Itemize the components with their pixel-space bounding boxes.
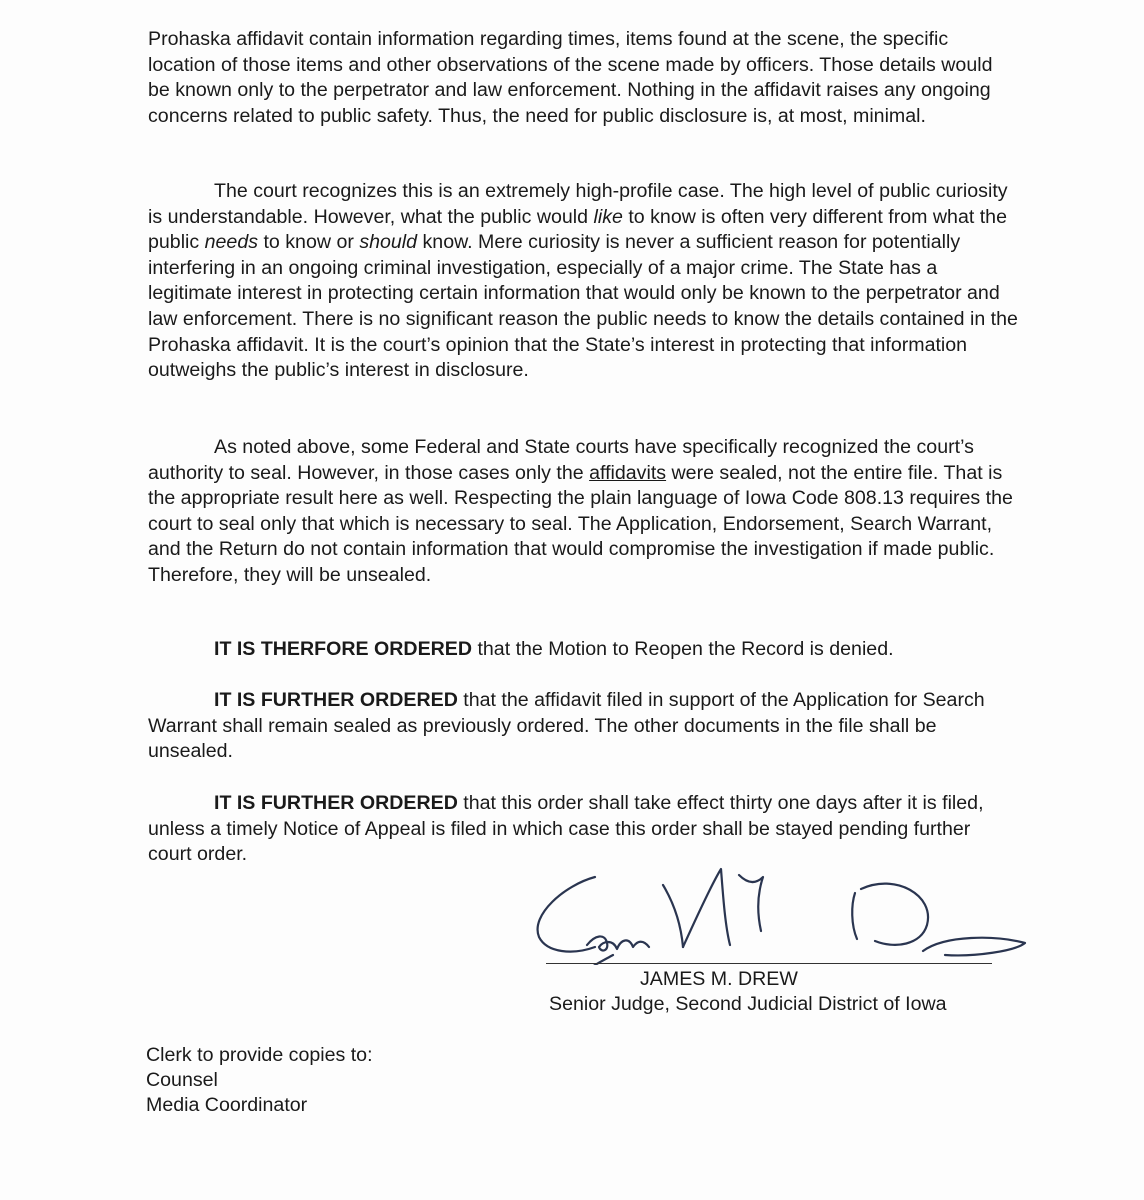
paragraph-text: The court recognizes this is an extremely high-profile case. The high level of public curiosity is understandable. However, what the public would bbox=[148, 180, 1008, 228]
paragraph-text: to know is often very different from what the public bbox=[148, 205, 1007, 254]
judge-name: JAMES M. DREW bbox=[640, 968, 798, 990]
signature-stroke bbox=[683, 869, 730, 947]
signature-stroke bbox=[739, 875, 763, 931]
emphasis-should: should bbox=[359, 231, 418, 254]
clerk-heading: Clerk to provide copies to: bbox=[146, 1044, 373, 1066]
paragraph-text: to know or bbox=[258, 231, 360, 254]
emphasis-like: like bbox=[593, 205, 623, 228]
clerk-distribution bbox=[146, 1043, 373, 1118]
signature-stroke bbox=[923, 938, 1025, 956]
paragraph-text: know. Mere curiosity is never a sufficient reason for potentially interfering in an ongoing criminal investigation, especially of a major crime. The State has a legitimate interest in protecting certain information that would only be known to the perpetrator and law enforcement. There is no significant reason the public needs to know the details contained in the Prohaska affidavit. It is the court’s opinion that the State’s interest in protecting that information outweighs the public’s interest in disclosure. bbox=[148, 231, 1018, 382]
paragraph-high-profile-case bbox=[148, 179, 1018, 384]
paragraph-text: As noted above, some Federal and State courts have specifically recognized the court’s authority to seal. However, in those cases only the bbox=[148, 436, 974, 484]
order-text: that the Motion to Reopen the Record is denied. bbox=[472, 638, 894, 660]
order-text: that the affidavit filed in support of the Application for Search Warrant shall remain sealed as previously ordered. The other documents in the file shall be unsealed. bbox=[148, 689, 985, 763]
signature-stroke bbox=[663, 885, 683, 947]
order-text: that this order shall take effect thirty one days after it is filed, unless a timely Notice of Appeal is filed in which case this order shall be stayed pending further court order. bbox=[148, 792, 984, 866]
judge-title: Senior Judge, Second Judicial District of Iowa bbox=[549, 993, 947, 1015]
signature-stroke bbox=[852, 893, 857, 939]
paragraph-text: Prohaska affidavit contain information regarding times, items found at the scene, the specific location of those items and other observations of the scene made by officers. Those details would be known only to the perpetrator and law enforcement. Nothing in the affidavit raises any ongoing concerns related to public safety. Thus, the need for public disclosure is, at most, minimal. bbox=[148, 28, 993, 127]
handwritten-signature bbox=[525, 855, 1045, 965]
signature-line bbox=[546, 963, 992, 964]
order-heading: IT IS FURTHER ORDERED bbox=[214, 792, 458, 814]
order-heading: IT IS FURTHER ORDERED bbox=[214, 689, 458, 711]
signature-stroke bbox=[538, 877, 595, 952]
underlined-affidavits: affidavits bbox=[589, 461, 667, 484]
paragraph-authority-to-seal bbox=[148, 435, 1018, 589]
paragraph-text: were sealed, not the entire file. That is the appropriate result here as well. Respecting the plain language of Iowa Code 808.13 requires the court to seal only that which is necessary to seal. The Application, Endorsement, Search Warrant, and the Return do not contain information that would compromise the investigation if made public. Therefore, they will be unsealed. bbox=[148, 461, 1013, 586]
emphasis-needs: needs bbox=[204, 231, 259, 254]
recipient-media-coordinator: Media Coordinator bbox=[146, 1094, 308, 1116]
paragraph-affidavit-details bbox=[148, 27, 1018, 129]
recipient-counsel: Counsel bbox=[146, 1069, 218, 1091]
order-heading: IT IS THERFORE ORDERED bbox=[214, 638, 473, 660]
signature-stroke bbox=[861, 884, 928, 945]
order-affidavit-sealed bbox=[148, 688, 1018, 765]
signature-stroke bbox=[587, 936, 649, 950]
order-motion-denied bbox=[148, 637, 1018, 663]
